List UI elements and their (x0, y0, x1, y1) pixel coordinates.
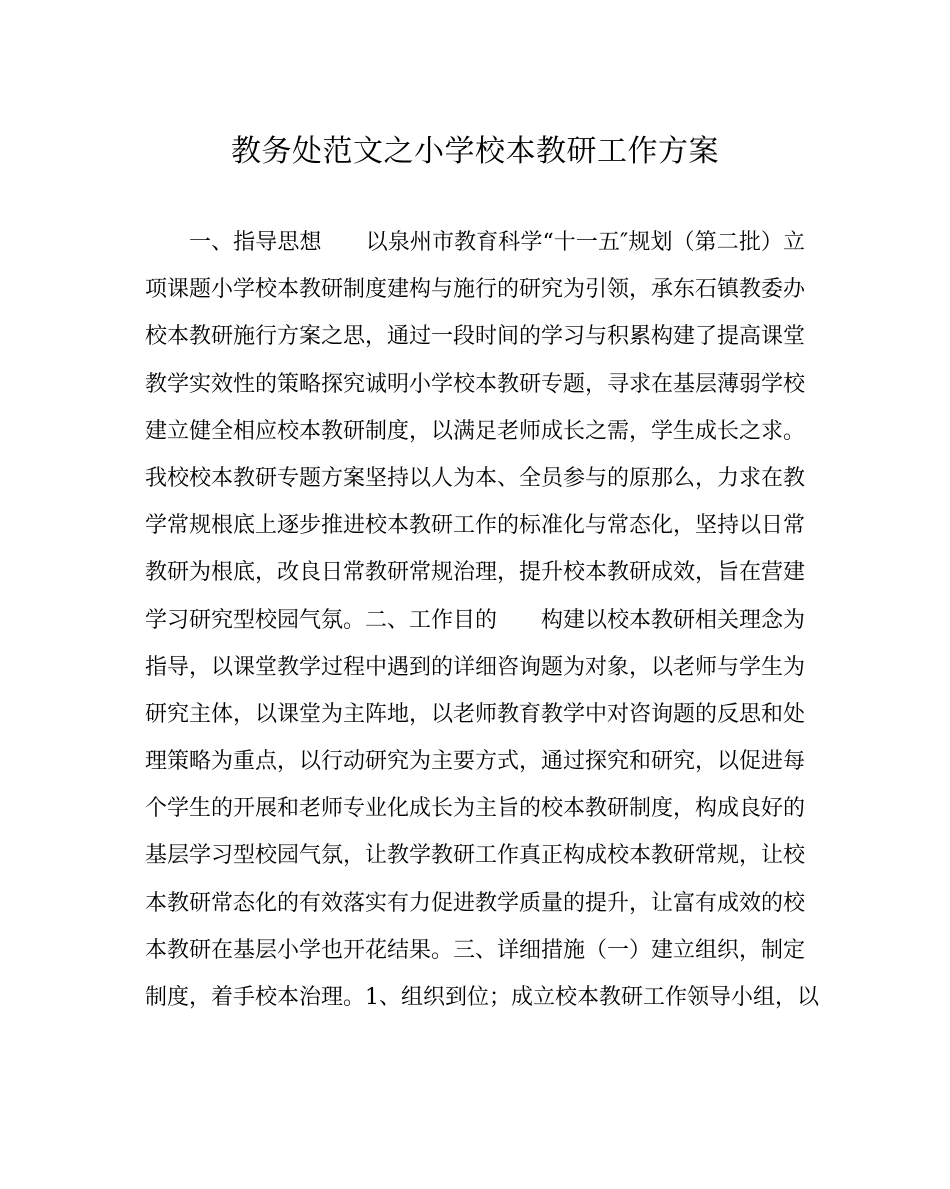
document-body (145, 219, 819, 1021)
body-line: 我校校本教研专题方案坚持以人为本、全员参与的原那么，力求在教 (145, 465, 806, 491)
body-line: 理策略为重点，以行动研究为主要方式，通过探究和研究，以促进每 (145, 749, 806, 775)
body-line: 基层学习型校园气氛，让教学教研工作真正构成校本教研常规，让校 (145, 843, 806, 869)
body-line: 建立健全相应校本教研制度，以满足老师成长之需，学生成长之求。 (145, 418, 806, 444)
body-line: 项课题小学校本教研制度建构与施行的研究为引领，承东石镇教委办 (145, 277, 806, 303)
body-line: 本教研在基层小学也开花结果。三、详细措施（一）建立组织，制定 (145, 937, 806, 963)
body-line: 个学生的开展和老师专业化成长为主旨的校本教研制度，构成良好的 (145, 796, 806, 822)
body-line: 学常规根底上逐步推进校本教研工作的标准化与常态化，坚持以日常 (145, 513, 806, 539)
body-line: 教研为根底，改良日常教研常规治理，提升校本教研成效，旨在营建 (145, 560, 806, 586)
body-line: 学习研究型校园气氛。二、工作目的 构建以校本教研相关理念为 (145, 607, 806, 633)
body-line: 一、指导思想 以泉州市教育科学“十一五″规划（第二批）立 (189, 230, 805, 255)
document-title: 教务处范文之小学校本教研工作方案 (231, 134, 719, 169)
body-line: 指导，以课堂教学过程中遇到的详细咨询题为对象，以老师与学生为 (145, 654, 806, 680)
body-line: 校本教研施行方案之思，通过一段时间的学习与积累构建了提高课堂 (145, 324, 806, 350)
body-line: 制度，着手校本治理。1、组织到位；成立校本教研工作领导小组，以 (145, 985, 819, 1010)
body-line: 研究主体，以课堂为主阵地，以老师教育教学中对咨询题的反思和处 (145, 701, 806, 727)
body-line: 教学实效性的策略探究诚明小学校本教研专题，寻求在基层薄弱学校 (145, 371, 806, 397)
body-line: 本教研常态化的有效落实有力促进教学质量的提升，让富有成效的校 (145, 890, 806, 916)
